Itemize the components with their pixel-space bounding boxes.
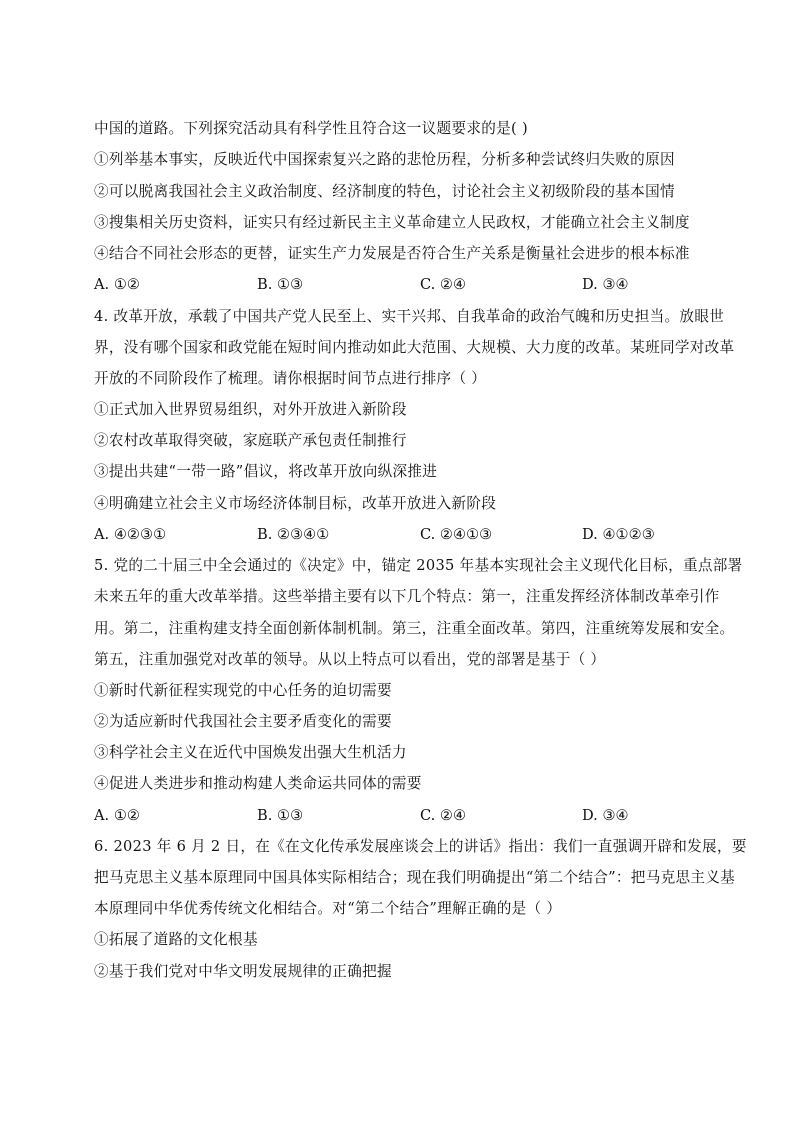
q4-option-b[interactable]: B. ②③④①	[257, 526, 330, 543]
q6-stem-line-1: 6. 2023 年 6 月 2 日，在《在文化传承发展座谈会上的讲话》指出：我们一直强调开辟和发展，要	[94, 838, 747, 855]
q4-option-c[interactable]: C. ②④①③	[420, 526, 493, 543]
q5-option-c[interactable]: C. ②④	[420, 807, 467, 824]
q5-item-2: ②为适应新时代我国社会主要矛盾变化的需要	[94, 713, 392, 730]
q4-stem-line-1: 4. 改革开放，承载了中国共产党人民至上、实干兴邦、自我革命的政治气魄和历史担当。放眼世	[94, 308, 725, 325]
q3-options	[94, 275, 714, 295]
q6-item-1: ①拓展了道路的文化根基	[94, 931, 258, 948]
q5-stem-line-4: 第五，注重加强党对改革的领导。从以上特点可以看出，党的部署是基于（ ）	[94, 651, 606, 668]
q4-item-1: ①正式加入世界贸易组织，对外开放进入新阶段	[94, 401, 407, 418]
q5-stem-line-3: 用。第二，注重构建支持全面创新体制机制。第三，注重全面改革。第四，注重统筹发展和安全。	[94, 620, 735, 637]
q3-item-1: ①列举基本事实，反映近代中国探索复兴之路的悲怆历程，分析多种尝试终归失败的原因	[94, 151, 675, 168]
q5-stem-line-1: 5. 党的二十届三中全会通过的《决定》中，锚定 2035 年基本实现社会主义现代化目标，重点部署	[94, 557, 743, 574]
q3-option-c[interactable]: C. ②④	[420, 276, 467, 293]
q3-option-b[interactable]: B. ①③	[257, 276, 304, 293]
q5-options	[94, 806, 714, 826]
q3-option-d[interactable]: D. ③④	[582, 276, 629, 293]
q6-stem-line-2: 把马克思主义基本原理同中国具体实际相结合；现在我们明确提出“第二个结合”：把马克思主义基	[94, 869, 736, 886]
q5-stem-line-2: 未来五年的重大改革举措。这些举措主要有以下几个特点：第一，注重发挥经济体制改革牵引作	[94, 588, 720, 605]
q5-item-3: ③科学社会主义在近代中国焕发出强大生机活力	[94, 744, 407, 761]
q4-item-3: ③提出共建“一带一路”倡议，将改革开放向纵深推进	[94, 463, 438, 480]
q4-option-d[interactable]: D. ④①②③	[582, 526, 655, 543]
q3-option-a[interactable]: A. ①②	[94, 276, 140, 293]
q4-item-2: ②农村改革取得突破，家庭联产承包责任制推行	[94, 432, 407, 449]
q3-item-3: ③搜集相关历史资料，证实只有经过新民主主义革命建立人民政权，才能确立社会主义制度	[94, 214, 690, 231]
q3-item-2: ②可以脱离我国社会主义政治制度、经济制度的特色，讨论社会主义初级阶段的基本国情	[94, 183, 675, 200]
q5-item-1: ①新时代新征程实现党的中心任务的迫切需要	[94, 682, 392, 699]
q3-item-4: ④结合不同社会形态的更替，证实生产力发展是否符合生产关系是衡量社会进步的根本标准	[94, 245, 690, 262]
q4-item-4: ④明确建立社会主义市场经济体制目标，改革开放进入新阶段	[94, 495, 497, 512]
q6-item-2: ②基于我们党对中华文明发展规律的正确把握	[94, 963, 392, 980]
q6-stem-line-3: 本原理同中华优秀传统文化相结合。对“第二个结合”理解正确的是（ ）	[94, 900, 562, 917]
q3-stem-tail: 中国的道路。下列探究活动具有科学性且符合这一议题要求的是( )	[94, 120, 528, 137]
q5-option-b[interactable]: B. ①③	[257, 807, 304, 824]
q4-stem-line-2: 界，没有哪个国家和政党能在短时间内推动如此大范围、大规模、大力度的改革。某班同学对改革	[94, 339, 735, 356]
q5-option-a[interactable]: A. ①②	[94, 807, 140, 824]
q4-stem-line-3: 开放的不同阶段作了梳理。请你根据时间节点进行排序（ ）	[94, 370, 487, 387]
q5-item-4: ④促进人类进步和推动构建人类命运共同体的需要	[94, 775, 422, 792]
q4-options	[94, 525, 714, 545]
q4-option-a[interactable]: A. ④②③①	[94, 526, 167, 543]
q5-option-d[interactable]: D. ③④	[582, 807, 629, 824]
